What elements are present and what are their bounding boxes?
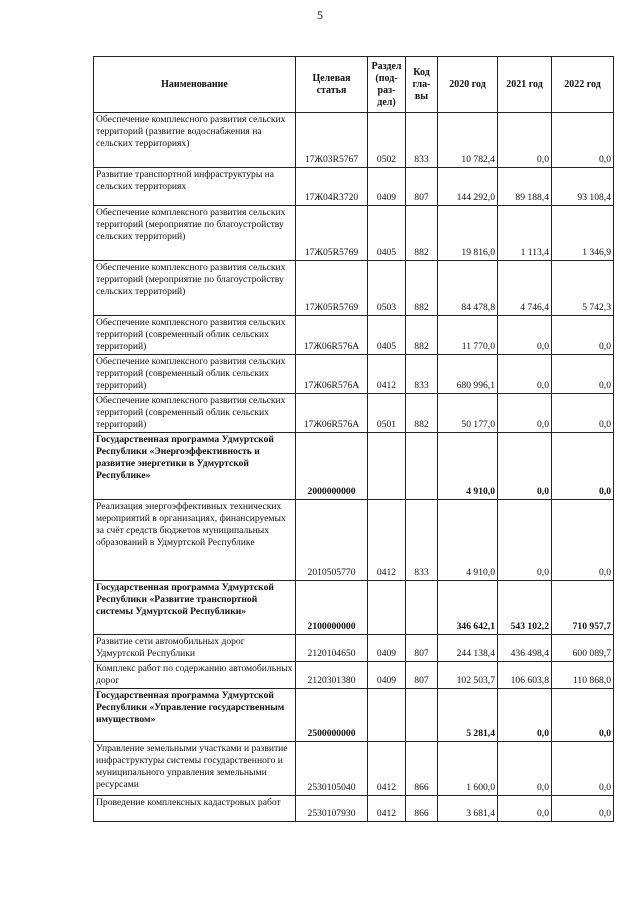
row-value-2022: 0,0 bbox=[552, 500, 614, 581]
table-row bbox=[94, 433, 614, 500]
header-row bbox=[94, 57, 614, 113]
row-section: 0409 bbox=[368, 635, 406, 662]
row-article: 17Ж06R576A bbox=[296, 394, 368, 433]
row-article: 2530107930 bbox=[296, 796, 368, 822]
row-value-2022: 5 742,3 bbox=[552, 261, 614, 316]
row-value-2022: 0,0 bbox=[552, 742, 614, 796]
row-value-2021: 436 498,4 bbox=[498, 635, 552, 662]
row-section: 0409 bbox=[368, 168, 406, 206]
row-value-2022: 0,0 bbox=[552, 394, 614, 433]
row-name: Реализация энергоэффективных технических мероприятий в организациях, финансируемых за счёт средств бюджетов муниципальных образований в Удмуртской Республике bbox=[94, 500, 296, 581]
row-name: Обеспечение комплексного развития сельских территорий (мероприятие по благоустройству сельских территорий) bbox=[94, 206, 296, 261]
row-value-2020: 50 177,0 bbox=[438, 394, 498, 433]
row-section: 0412 bbox=[368, 500, 406, 581]
row-value-2021: 106 603,8 bbox=[498, 662, 552, 689]
row-chapter: 866 bbox=[406, 742, 438, 796]
row-article: 2000000000 bbox=[296, 433, 368, 500]
row-section: 0412 bbox=[368, 355, 406, 394]
table-row bbox=[94, 500, 614, 581]
row-section: 0405 bbox=[368, 206, 406, 261]
row-value-2022: 710 957,7 bbox=[552, 581, 614, 635]
row-name: Развитие сети автомобильных дорог Удмуртской Республики bbox=[94, 635, 296, 662]
row-value-2021: 0,0 bbox=[498, 433, 552, 500]
row-name: Обеспечение комплексного развития сельских территорий (современный облик сельских территорий) bbox=[94, 394, 296, 433]
col-header-article: Целевая статья bbox=[296, 57, 368, 113]
col-header-chapter: Код гла- вы bbox=[406, 57, 438, 113]
row-article: 2010505770 bbox=[296, 500, 368, 581]
row-chapter: 807 bbox=[406, 635, 438, 662]
row-name: Государственная программа Удмуртской Республики «Управление государственным имуществом» bbox=[94, 689, 296, 742]
row-chapter: 866 bbox=[406, 796, 438, 822]
row-chapter: 833 bbox=[406, 500, 438, 581]
row-section: 0412 bbox=[368, 742, 406, 796]
row-value-2020: 4 910,0 bbox=[438, 433, 498, 500]
row-value-2022: 0,0 bbox=[552, 796, 614, 822]
table-row bbox=[94, 206, 614, 261]
table-row bbox=[94, 113, 614, 168]
row-value-2022: 110 868,0 bbox=[552, 662, 614, 689]
row-article: 17Ж04R3720 bbox=[296, 168, 368, 206]
row-article: 17Ж05R5769 bbox=[296, 261, 368, 316]
row-value-2022: 93 108,4 bbox=[552, 168, 614, 206]
table-row bbox=[94, 316, 614, 355]
table-row bbox=[94, 261, 614, 316]
row-article: 17Ж06R576A bbox=[296, 355, 368, 394]
row-value-2020: 4 910,0 bbox=[438, 500, 498, 581]
row-section bbox=[368, 581, 406, 635]
row-chapter: 807 bbox=[406, 662, 438, 689]
row-chapter bbox=[406, 581, 438, 635]
row-value-2021: 1 113,4 bbox=[498, 206, 552, 261]
row-section: 0503 bbox=[368, 261, 406, 316]
row-chapter bbox=[406, 689, 438, 742]
table-row bbox=[94, 796, 614, 822]
row-value-2020: 11 770,0 bbox=[438, 316, 498, 355]
row-name: Государственная программа Удмуртской Республики «Развитие транспортной системы Удмуртской Республики» bbox=[94, 581, 296, 635]
budget-table bbox=[93, 56, 614, 822]
row-chapter: 807 bbox=[406, 168, 438, 206]
table-row bbox=[94, 742, 614, 796]
page-number: 5 bbox=[317, 8, 323, 22]
table-row bbox=[94, 635, 614, 662]
row-value-2021: 543 102,2 bbox=[498, 581, 552, 635]
row-value-2020: 10 782,4 bbox=[438, 113, 498, 168]
row-chapter: 833 bbox=[406, 113, 438, 168]
row-value-2021: 0,0 bbox=[498, 689, 552, 742]
row-article: 2500000000 bbox=[296, 689, 368, 742]
row-value-2020: 346 642,1 bbox=[438, 581, 498, 635]
row-name: Проведение комплексных кадастровых работ bbox=[94, 796, 296, 822]
col-header-2022: 2022 год bbox=[552, 57, 614, 113]
row-value-2021: 0,0 bbox=[498, 394, 552, 433]
row-section: 0501 bbox=[368, 394, 406, 433]
row-article: 2100000000 bbox=[296, 581, 368, 635]
row-value-2021: 0,0 bbox=[498, 355, 552, 394]
row-chapter: 833 bbox=[406, 355, 438, 394]
row-value-2022: 1 346,9 bbox=[552, 206, 614, 261]
row-value-2021: 0,0 bbox=[498, 316, 552, 355]
row-value-2020: 5 281,4 bbox=[438, 689, 498, 742]
row-value-2020: 680 996,1 bbox=[438, 355, 498, 394]
row-value-2021: 89 188,4 bbox=[498, 168, 552, 206]
row-section: 0405 bbox=[368, 316, 406, 355]
table-row bbox=[94, 168, 614, 206]
row-value-2022: 600 089,7 bbox=[552, 635, 614, 662]
row-value-2022: 0,0 bbox=[552, 316, 614, 355]
row-value-2021: 0,0 bbox=[498, 796, 552, 822]
row-article: 17Ж06R576A bbox=[296, 316, 368, 355]
row-value-2022: 0,0 bbox=[552, 433, 614, 500]
row-value-2020: 3 681,4 bbox=[438, 796, 498, 822]
row-article: 17Ж03R5767 bbox=[296, 113, 368, 168]
table-row bbox=[94, 581, 614, 635]
row-name: Обеспечение комплексного развития сельских территорий (развитие водоснабжения на сельских территориях) bbox=[94, 113, 296, 168]
row-chapter: 882 bbox=[406, 316, 438, 355]
col-header-2020: 2020 год bbox=[438, 57, 498, 113]
row-chapter bbox=[406, 433, 438, 500]
row-article: 2120104650 bbox=[296, 635, 368, 662]
row-chapter: 882 bbox=[406, 394, 438, 433]
row-name: Развитие транспортной инфраструктуры на сельских территориях bbox=[94, 168, 296, 206]
row-value-2022: 0,0 bbox=[552, 689, 614, 742]
table-row bbox=[94, 662, 614, 689]
row-value-2020: 84 478,8 bbox=[438, 261, 498, 316]
row-value-2022: 0,0 bbox=[552, 355, 614, 394]
row-section bbox=[368, 689, 406, 742]
col-header-2021: 2021 год bbox=[498, 57, 552, 113]
row-article: 2530105040 bbox=[296, 742, 368, 796]
row-section: 0412 bbox=[368, 796, 406, 822]
row-name: Комплекс работ по содержанию автомобильных дорог bbox=[94, 662, 296, 689]
row-value-2021: 0,0 bbox=[498, 113, 552, 168]
table-row bbox=[94, 689, 614, 742]
row-value-2020: 1 600,0 bbox=[438, 742, 498, 796]
table-row bbox=[94, 394, 614, 433]
col-header-section: Раздел (под- раз- дел) bbox=[368, 57, 406, 113]
row-value-2022: 0,0 bbox=[552, 113, 614, 168]
row-name: Обеспечение комплексного развития сельских территорий (современный облик сельских территорий) bbox=[94, 316, 296, 355]
row-value-2021: 0,0 bbox=[498, 500, 552, 581]
row-name: Обеспечение комплексного развития сельских территорий (современный облик сельских территорий) bbox=[94, 355, 296, 394]
row-section: 0409 bbox=[368, 662, 406, 689]
row-section bbox=[368, 433, 406, 500]
table-row bbox=[94, 355, 614, 394]
row-chapter: 882 bbox=[406, 261, 438, 316]
row-value-2021: 4 746,4 bbox=[498, 261, 552, 316]
row-name: Обеспечение комплексного развития сельских территорий (мероприятие по благоустройству сельских территорий) bbox=[94, 261, 296, 316]
row-value-2020: 144 292,0 bbox=[438, 168, 498, 206]
row-chapter: 882 bbox=[406, 206, 438, 261]
row-name: Управление земельными участками и развитие инфраструктуры системы государственного и муниципального управления земельными ресурсами bbox=[94, 742, 296, 796]
col-header-name: Наименование bbox=[94, 57, 296, 113]
row-value-2020: 102 503,7 bbox=[438, 662, 498, 689]
row-section: 0502 bbox=[368, 113, 406, 168]
row-article: 2120301380 bbox=[296, 662, 368, 689]
row-value-2021: 0,0 bbox=[498, 742, 552, 796]
row-value-2020: 19 816,0 bbox=[438, 206, 498, 261]
row-value-2020: 244 138,4 bbox=[438, 635, 498, 662]
row-article: 17Ж05R5769 bbox=[296, 206, 368, 261]
row-name: Государственная программа Удмуртской Республики «Энергоэффективность и развитие энергетики в Удмуртской Республике» bbox=[94, 433, 296, 500]
